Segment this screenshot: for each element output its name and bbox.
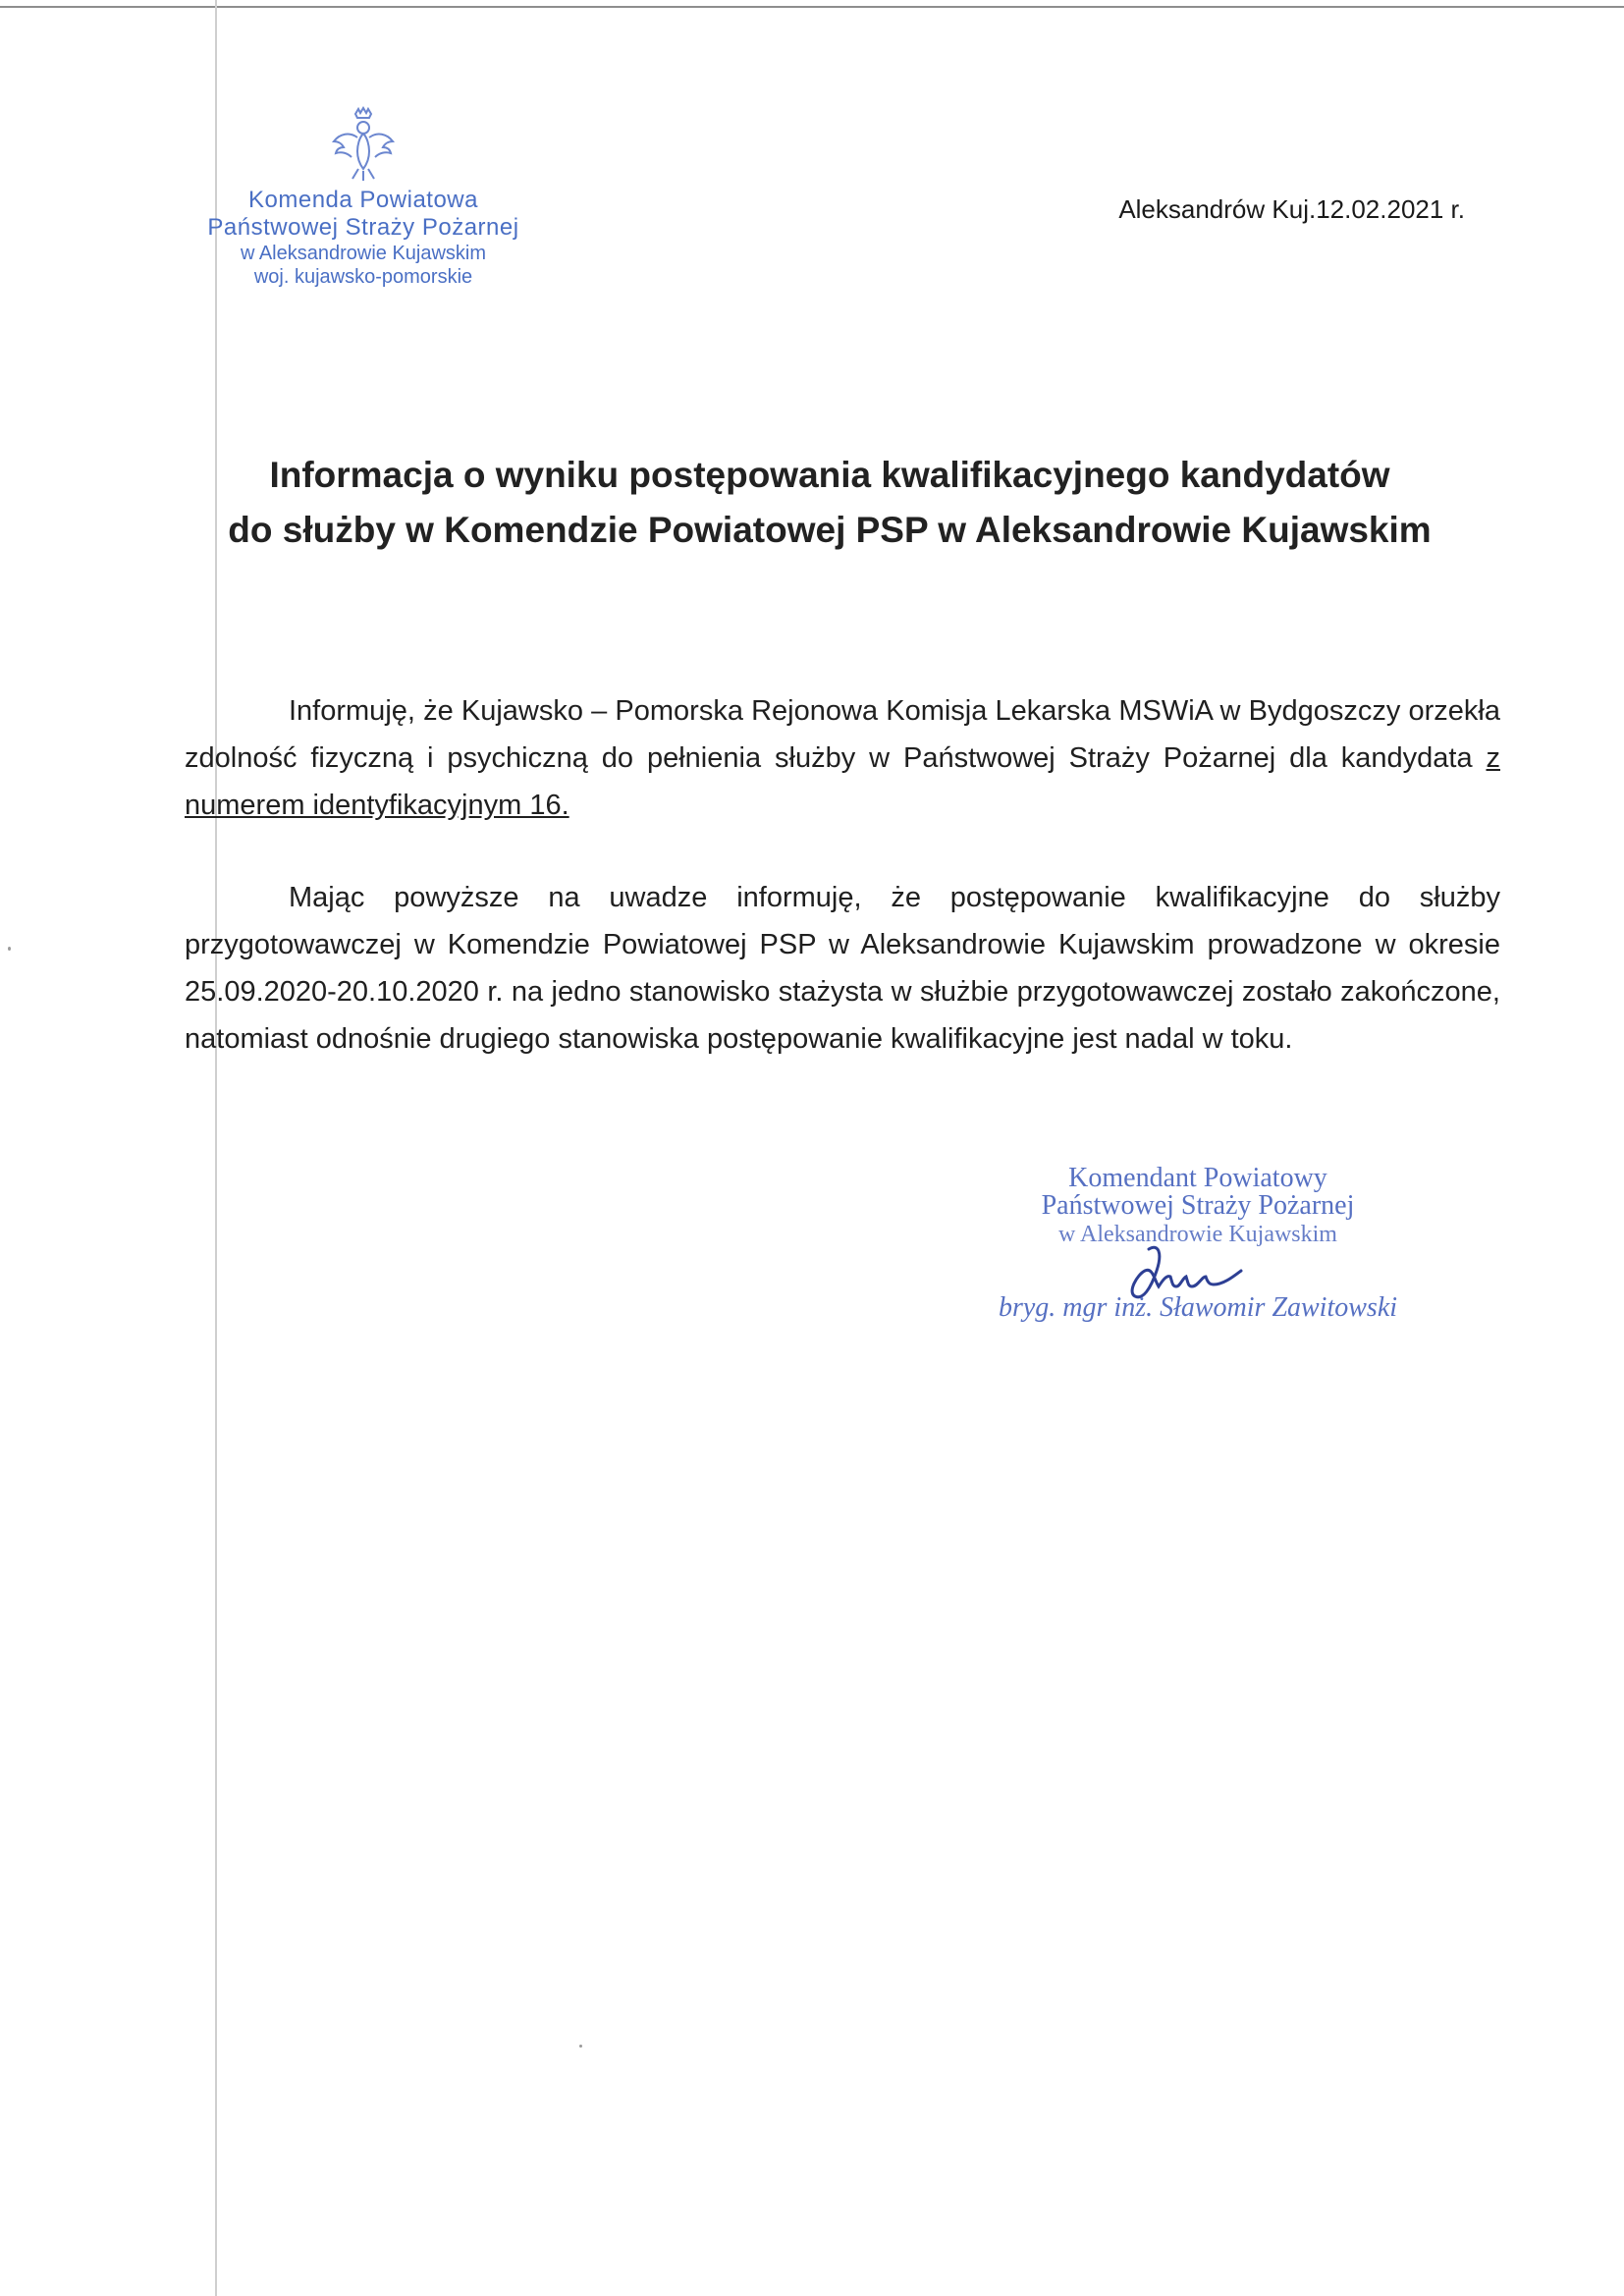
paragraph: Mając powyższe na uwadze informuję, że postępowanie kwalifikacyjne do służby przygotowawczej w Komendzie Powiatowej PSP w Aleksandrowie Kujawskim prowadzone w okresie 25.09.2020-20.10.2020 r. na jedno stanowisko stażysta w służbie przygotowawczej zostało zakończone, natomiast odnośnie drugiego stanowiska postępowanie kwalifikacyjne jest nadal w toku. [185, 882, 1500, 1055]
scan-border-top [0, 6, 1624, 8]
paragraph [185, 687, 1500, 829]
scan-border-left [215, 0, 217, 2296]
signatory-name: bryg. mgr inż. Sławomir Zawitowski [998, 1292, 1398, 1323]
document-body [185, 687, 1500, 1108]
signature-title-line: Komendant Powiatowy [1068, 1163, 1327, 1193]
title-line: do służby w Komendzie Powiatowej PSP w Aleksandrowie Kujawskim [228, 510, 1432, 550]
candidate-id-text: z numerem identyfikacyjnym 16. [185, 742, 1500, 821]
signature-title-line: w Aleksandrowie Kujawskim [1058, 1222, 1337, 1247]
document-title [196, 448, 1463, 558]
title-line: Informacja o wyniku postępowania kwalifikacyjnego kandydatów [269, 455, 1390, 495]
stamp-line: Komenda Powiatowa [248, 187, 478, 213]
stamp-line: woj. kujawsko-pomorskie [253, 266, 473, 288]
paragraph-text: Informuję, że Kujawsko – Pomorska Rejonowa Komisja Lekarska MSWiA w Bydgoszczy orzekła zdolność fizyczną i psychiczną do pełnienia służby w Państwowej Straży Pożarnej dla kandydata [185, 695, 1500, 774]
stamp-line: Państwowej Straży Pożarnej [207, 214, 519, 241]
signature-stamp [982, 1165, 1414, 1324]
signature-title-line: Państwowej Straży Pożarnej [1041, 1190, 1355, 1221]
polish-eagle-icon [328, 106, 399, 185]
scan-speck [579, 2045, 582, 2048]
scan-speck [8, 947, 11, 951]
document-date: Aleksandrów Kuj.12.02.2021 r. [1118, 194, 1465, 224]
stamp-line: w Aleksandrowie Kujawskim [240, 243, 487, 264]
office-stamp [157, 106, 569, 289]
